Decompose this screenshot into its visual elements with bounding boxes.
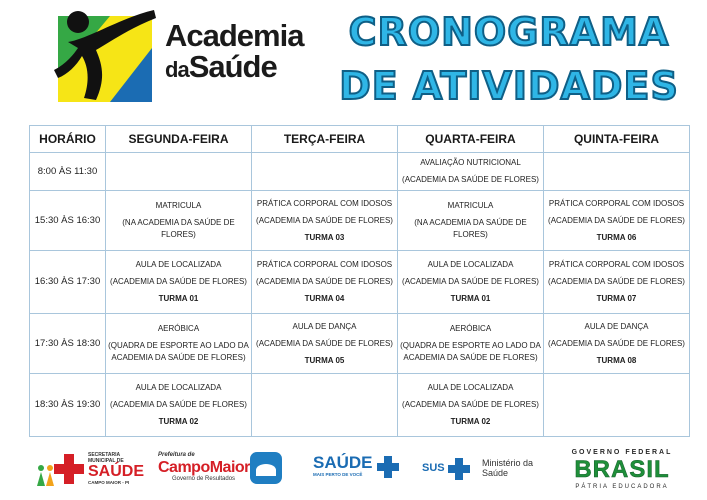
column-header-terca: TERÇA-FEIRA bbox=[252, 126, 398, 153]
activity-cell bbox=[252, 314, 398, 374]
table-row bbox=[30, 153, 690, 191]
turma-label: TURMA 08 bbox=[596, 355, 637, 365]
turma-label: TURMA 07 bbox=[596, 294, 637, 303]
activity-cell bbox=[252, 251, 398, 314]
activity-text: (ACADEMIA DA SAÚDE DE FLORES) bbox=[256, 338, 393, 348]
activity-cell bbox=[544, 251, 690, 314]
activity-text: PRÁTICA CORPORAL COM IDOSOS bbox=[548, 198, 685, 208]
academia-da-saude-logo-icon bbox=[50, 8, 160, 104]
turma-label: TURMA 03 bbox=[304, 232, 345, 242]
activity-text: AULA DE LOCALIZADA bbox=[427, 383, 514, 392]
turma-label: TURMA 06 bbox=[596, 232, 637, 242]
sus-cross-icon bbox=[448, 458, 470, 480]
schedule-body bbox=[30, 153, 690, 437]
table-row bbox=[30, 374, 690, 437]
activity-text: (QUADRA DE ESPORTE AO LADO DA ACADEMIA DA SAÚDE DE FLORES) bbox=[108, 341, 249, 362]
sus-label: SUS bbox=[422, 462, 445, 474]
pcm-line3: Governo de Resultados bbox=[172, 476, 236, 482]
ministerio-line1: Ministério da bbox=[482, 458, 534, 468]
activity-cell bbox=[398, 251, 544, 314]
turma-label: TURMA 02 bbox=[450, 417, 491, 426]
activity-text: AULA DE DANÇA bbox=[584, 321, 649, 331]
brand-line2 bbox=[165, 51, 303, 85]
saude-line1: SAÚDE bbox=[313, 453, 373, 472]
activity-cell bbox=[106, 314, 252, 374]
activity-text: (ACADEMIA DA SAÚDE DE FLORES) bbox=[402, 277, 539, 286]
brand-line1: Academia bbox=[165, 18, 304, 53]
turma-label: TURMA 04 bbox=[304, 294, 345, 303]
page-title-line2: DE ATIVIDADES bbox=[339, 64, 679, 108]
table-row bbox=[30, 191, 690, 251]
activity-text: AULA DE LOCALIZADA bbox=[135, 383, 222, 392]
pcm-line2: CampoMaior bbox=[158, 459, 250, 476]
gov-line2: BRASIL bbox=[574, 456, 670, 483]
turma-label: TURMA 02 bbox=[158, 417, 199, 426]
time-cell: 15:30 ÀS 16:30 bbox=[30, 191, 106, 251]
activity-text: (ACADEMIA DA SAÚDE DE FLORES) bbox=[256, 215, 393, 225]
activity-text: AERÓBICA bbox=[157, 324, 200, 333]
activity-cell bbox=[252, 191, 398, 251]
activity-cell bbox=[398, 314, 544, 374]
column-header-segunda: SEGUNDA-FEIRA bbox=[106, 126, 252, 153]
turma-label: TURMA 01 bbox=[450, 294, 491, 303]
brand-saude: Saúde bbox=[188, 49, 277, 84]
activity-text: AULA DE LOCALIZADA bbox=[135, 260, 222, 269]
secretaria-saude-logo bbox=[36, 450, 145, 490]
activity-cell bbox=[252, 374, 398, 437]
activity-text: (NA ACADEMIA DA SAÚDE DE FLORES) bbox=[414, 218, 527, 239]
activity-text: (ACADEMIA DA SAÚDE DE FLORES) bbox=[548, 215, 685, 225]
column-header-horario: HORÁRIO bbox=[30, 126, 106, 153]
activity-cell bbox=[398, 153, 544, 191]
activity-text: (NA ACADEMIA DA SAÚDE DE FLORES) bbox=[122, 218, 235, 239]
activity-cell bbox=[106, 191, 252, 251]
activity-cell bbox=[106, 153, 252, 191]
column-header-quinta: QUINTA-FEIRA bbox=[544, 126, 690, 153]
brand-name bbox=[165, 20, 303, 85]
gov-line1: GOVERNO FEDERAL bbox=[571, 449, 673, 456]
ministerio-line2: Saúde bbox=[482, 468, 509, 478]
page-title-line1: CRONOGRAMA bbox=[348, 10, 670, 54]
governo-federal-logo bbox=[560, 448, 684, 494]
activity-text: PRÁTICA CORPORAL COM IDOSOS bbox=[256, 260, 393, 269]
time-cell: 17:30 ÀS 18:30 bbox=[30, 314, 106, 374]
activity-text: PRÁTICA CORPORAL COM IDOSOS bbox=[548, 260, 685, 269]
brand-da: da bbox=[165, 57, 189, 82]
gov-line3: PÁTRIA EDUCADORA bbox=[575, 484, 669, 490]
activity-cell bbox=[252, 153, 398, 191]
activity-cell bbox=[398, 374, 544, 437]
saude-line2: MAIS PERTO DE VOCÊ bbox=[313, 472, 363, 477]
activity-text: (ACADEMIA DA SAÚDE DE FLORES) bbox=[402, 400, 539, 409]
sms-line3: CAMPO MAIOR - PI bbox=[88, 480, 130, 485]
header bbox=[0, 0, 707, 122]
activity-text: MATRICULA bbox=[155, 201, 202, 210]
saude-mais-perto-logo bbox=[313, 454, 413, 490]
schedule-table bbox=[29, 125, 690, 437]
ministerio-label bbox=[482, 458, 533, 478]
activity-text: (ACADEMIA DA SAÚDE DE FLORES) bbox=[110, 277, 247, 286]
column-header-quarta: QUARTA-FEIRA bbox=[398, 126, 544, 153]
activity-text: PRÁTICA CORPORAL COM IDOSOS bbox=[256, 198, 393, 208]
activity-cell bbox=[398, 191, 544, 251]
activity-text: (ACADEMIA DA SAÚDE DE FLORES) bbox=[256, 277, 393, 286]
activity-cell bbox=[544, 314, 690, 374]
footer-logos bbox=[0, 442, 707, 500]
activity-cell bbox=[544, 374, 690, 437]
activity-text: (ACADEMIA DA SAÚDE DE FLORES) bbox=[110, 400, 247, 409]
activity-cell bbox=[544, 153, 690, 191]
turma-label: TURMA 05 bbox=[304, 355, 345, 365]
activity-cell bbox=[544, 191, 690, 251]
time-cell: 16:30 ÀS 17:30 bbox=[30, 251, 106, 314]
activity-text: AERÓBICA bbox=[449, 324, 492, 333]
activity-text: (ACADEMIA DA SAÚDE DE FLORES) bbox=[548, 277, 685, 286]
people-icon bbox=[36, 464, 56, 486]
sms-line1: SECRETARIA MUNICIPAL DE bbox=[88, 452, 124, 464]
pcm-line1: Prefeitura de bbox=[158, 452, 195, 458]
activity-text: (ACADEMIA DA SAÚDE DE FLORES) bbox=[548, 338, 685, 348]
activity-text: (QUADRA DE ESPORTE AO LADO DA ACADEMIA DA SAÚDE DE FLORES) bbox=[400, 341, 541, 362]
activity-cell bbox=[106, 374, 252, 437]
activity-text: AVALIAÇÃO NUTRICIONAL bbox=[420, 158, 521, 167]
red-cross-icon bbox=[54, 454, 84, 484]
prefeitura-emblem-icon bbox=[250, 452, 282, 484]
table-header-row bbox=[30, 126, 690, 153]
turma-label: TURMA 01 bbox=[158, 294, 199, 303]
prefeitura-campo-maior-logo bbox=[158, 452, 288, 492]
sus-ministerio-logo bbox=[422, 458, 552, 488]
sms-line2: SAÚDE bbox=[88, 463, 145, 480]
time-cell: 8:00 ÀS 11:30 bbox=[30, 153, 106, 191]
blue-cross-icon bbox=[377, 456, 399, 478]
activity-cell bbox=[106, 251, 252, 314]
activity-text: AULA DE LOCALIZADA bbox=[427, 260, 514, 269]
time-cell: 18:30 ÀS 19:30 bbox=[30, 374, 106, 437]
activity-text: (ACADEMIA DA SAÚDE DE FLORES) bbox=[402, 175, 539, 184]
table-row bbox=[30, 251, 690, 314]
activity-text: AULA DE DANÇA bbox=[292, 321, 357, 331]
activity-text: MATRICULA bbox=[447, 201, 494, 210]
table-row bbox=[30, 314, 690, 374]
